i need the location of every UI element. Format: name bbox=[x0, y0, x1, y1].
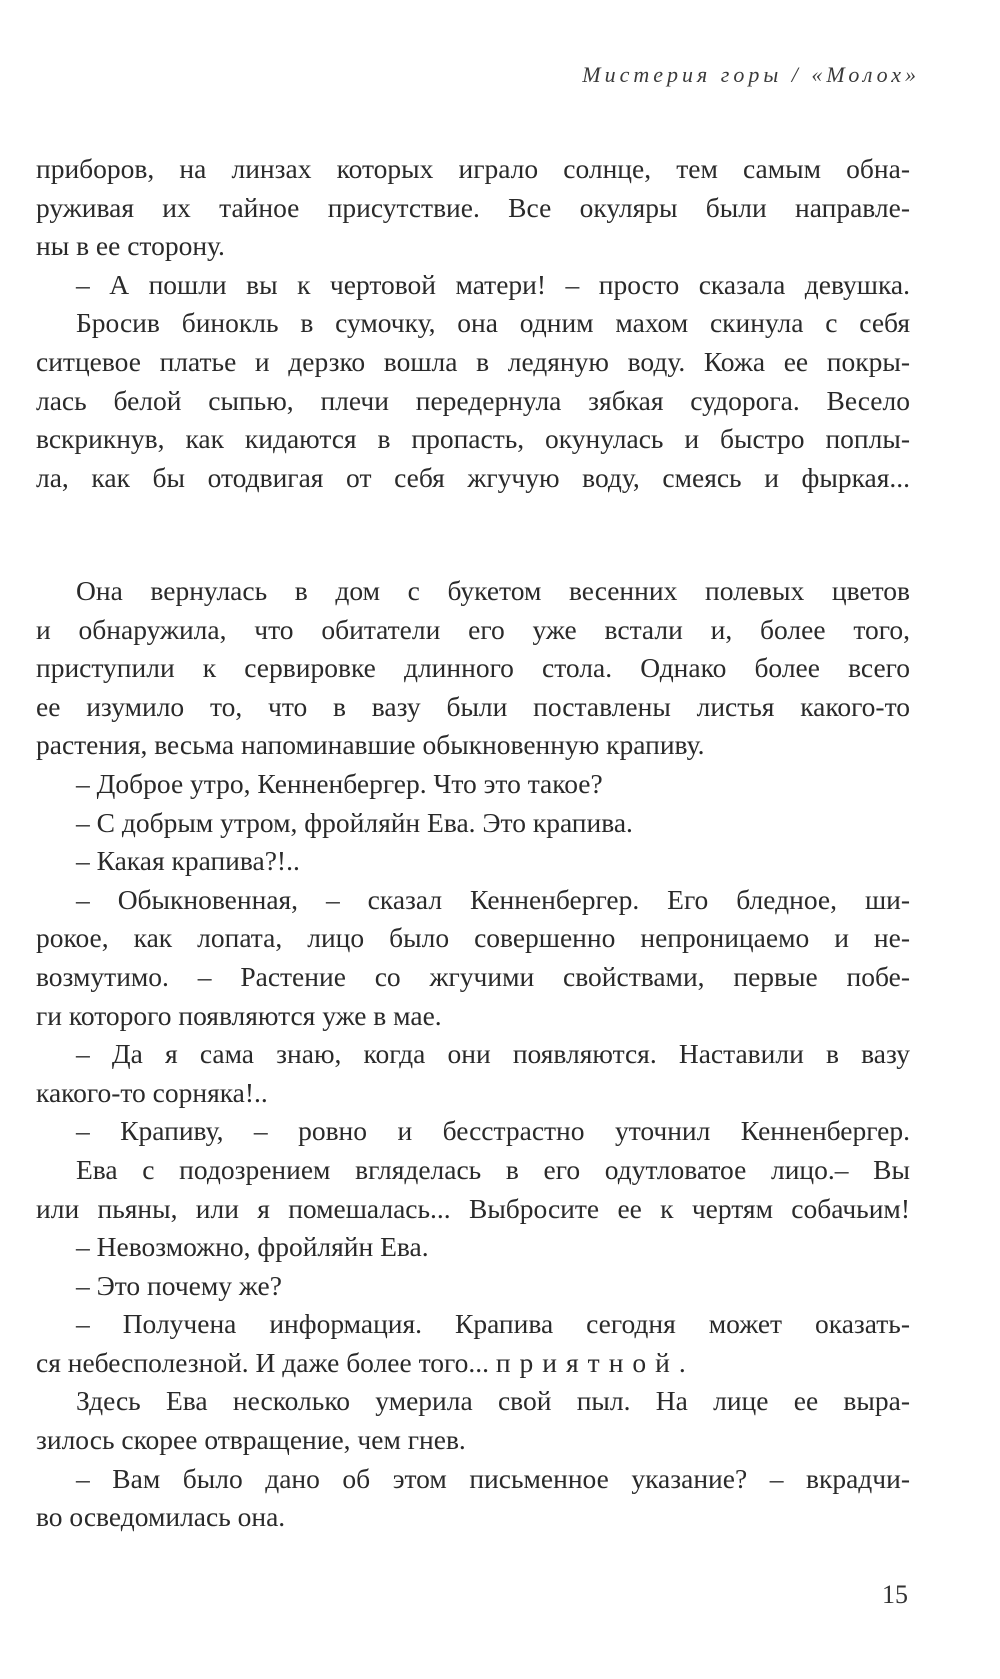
text-line: зилось скорее отвращение, чем гнев. bbox=[36, 1424, 466, 1456]
text-line: растения, весьма напоминавшие обыкновенную крапиву. bbox=[36, 729, 705, 761]
text-line: – Да я сама знаю, когда они появляются. Наставили в вазу bbox=[76, 1038, 910, 1070]
text-line: лась белой сыпью, плечи передернула зябкая судорога. Весело bbox=[36, 384, 910, 416]
text-line: – Обыкновенная, – сказал Кенненбергер. Его бледное, ши- bbox=[76, 883, 910, 915]
text-line: Ева с подозрением вгляделась в его одутловатое лицо.– Вы bbox=[76, 1153, 910, 1185]
text-line: ситцевое платье и дерзко вошла в ледяную воду. Кожа ее покры- bbox=[36, 345, 910, 377]
text-line: – Невозможно, фройляйн Ева. bbox=[76, 1231, 429, 1263]
text-line: – Крапиву, – ровно и бесстрастно уточнил Кенненбергер. bbox=[76, 1115, 910, 1147]
text-line: – Какая крапива?!.. bbox=[76, 845, 300, 877]
text-line bbox=[36, 1344, 910, 1383]
text-line: или пьяны, или я помешалась... Выбросите ее к чертям собачьим! bbox=[36, 1192, 910, 1224]
text-line: рокое, как лопата, лицо было совершенно непроницаемо и не- bbox=[36, 922, 910, 954]
text-line: приборов, на линзах которых играло солнце, тем самым обна- bbox=[36, 153, 910, 184]
text-line: какого-то сорняка!.. bbox=[36, 1076, 268, 1108]
text-line: – Вам было дано об этом письменное указание? – вкрадчи- bbox=[76, 1462, 910, 1494]
text-line: приступили к сервировке длинного стола. Однако более всего bbox=[36, 652, 910, 684]
text-line: Она вернулась в дом с букетом весенних полевых цветов bbox=[76, 575, 910, 606]
text-line: – А пошли вы к чертовой матери! – просто сказала девушка. bbox=[76, 268, 910, 300]
text-line: возмутимо. – Растение со жгучими свойствами, первые побе- bbox=[36, 960, 910, 992]
text-line: ги которого появляются уже в мае. bbox=[36, 999, 442, 1031]
text-line: и обнаружила, что обитатели его уже встали и, более того, bbox=[36, 613, 910, 645]
text-section-1 bbox=[36, 150, 910, 497]
text-line: Бросив бинокль в сумочку, она одним махом скинула с себя bbox=[76, 307, 910, 339]
running-header: Мистерия горы / «Молох» bbox=[582, 62, 920, 87]
text-line: Здесь Ева несколько умерила свой пыл. На лице ее выра- bbox=[76, 1385, 910, 1417]
text-line: – Получена информация. Крапива сегодня может оказать- bbox=[76, 1308, 910, 1340]
page-number: 15 bbox=[882, 1580, 908, 1609]
text-line: руживая их тайное присутствие. Все окуляры были направле- bbox=[36, 191, 910, 223]
text-line: вскрикнув, как кидаются в пропасть, окунулась и быстро поплы- bbox=[36, 423, 910, 455]
text-section-2 bbox=[36, 572, 910, 1537]
spaced-word: приятной. bbox=[495, 1346, 695, 1378]
text-line: – С добрым утром, фройляйн Ева. Это крапива. bbox=[76, 806, 633, 838]
text-line: во осведомилась она. bbox=[36, 1501, 286, 1533]
text-line: ее изумило то, что в вазу были поставлены листья какого-то bbox=[36, 690, 910, 722]
text-line: – Доброе утро, Кенненбергер. Что это такое? bbox=[76, 767, 603, 799]
text-line: ла, как бы отодвигая от себя жгучую воду, смеясь и фыркая... bbox=[36, 461, 910, 493]
text-line: – Это почему же? bbox=[76, 1269, 282, 1301]
text-line: ны в ее сторону. bbox=[36, 230, 225, 262]
text-fragment: ся небесполезной. И даже более того... bbox=[36, 1346, 489, 1378]
